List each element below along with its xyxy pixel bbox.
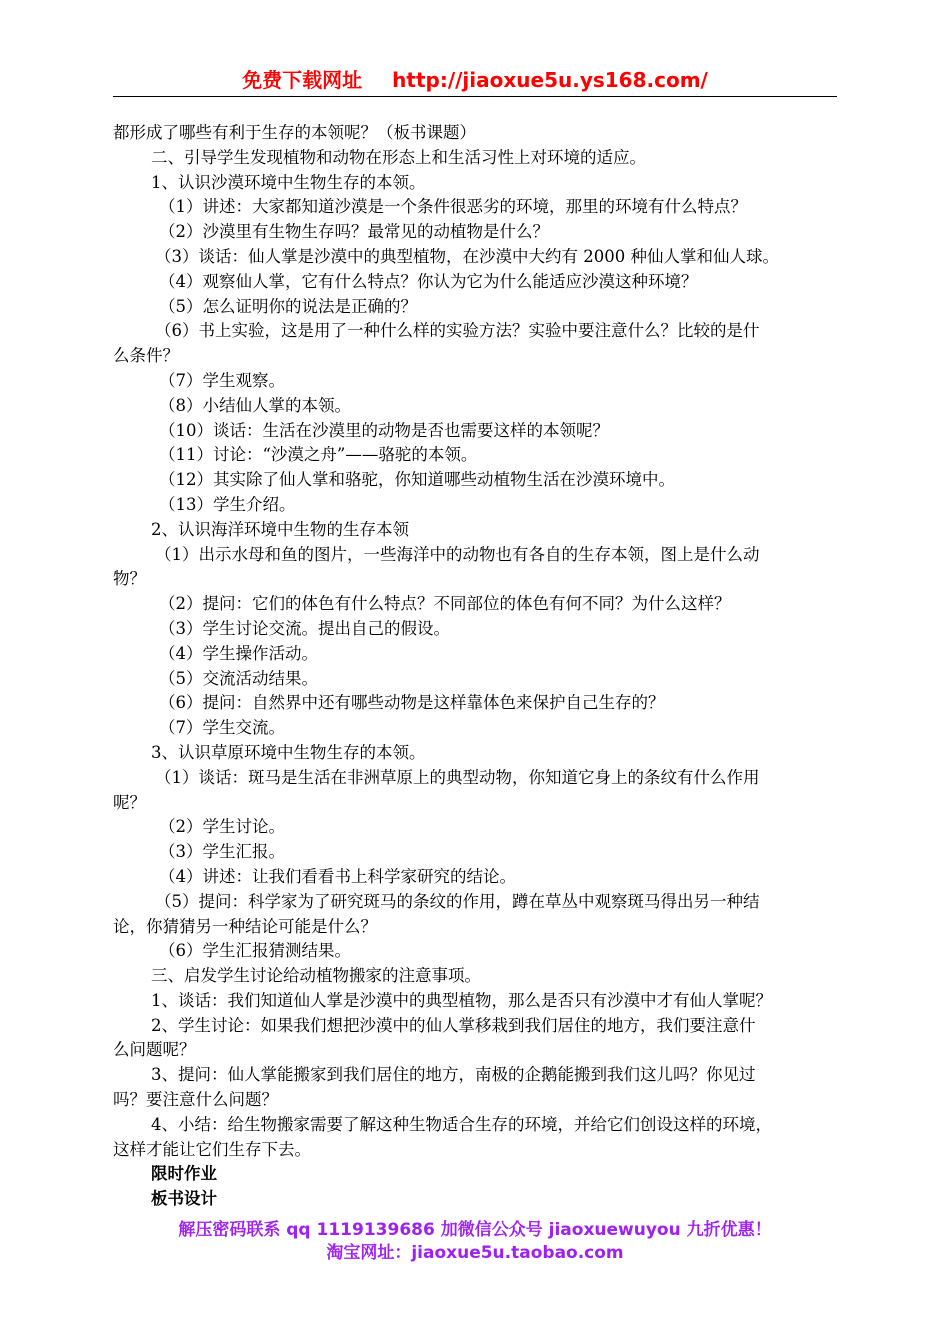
list-item-continuation: 么问题呢？ bbox=[113, 1040, 196, 1060]
list-item-continuation: 论，你猜猜另一种结论可能是什么？ bbox=[113, 916, 377, 936]
list-item: （5）怎么证明你的说法是正确的？ bbox=[159, 296, 417, 316]
list-item: （7）学生交流。 bbox=[159, 718, 285, 738]
list-item: 1、谈话：我们知道仙人掌是沙漠中的典型植物，那么是否只有沙漠中才有仙人掌呢？ bbox=[151, 990, 772, 1010]
header-divider bbox=[113, 96, 837, 97]
document-body bbox=[113, 121, 843, 1212]
list-item: （11）讨论：“沙漠之舟”——骆驼的本领。 bbox=[159, 445, 478, 465]
list-item: （10）谈话：生活在沙漠里的动物是否也需要这样的本领呢？ bbox=[159, 420, 609, 440]
footer-contact: 解压密码联系 qq 1119139686 加微信公众号 jiaoxuewuyou 九折优惠！ bbox=[178, 1220, 772, 1240]
list-item: （4）讲述：让我们看看书上科学家研究的结论。 bbox=[159, 866, 516, 886]
section-heading: 三、启发学生讨论给动植物搬家的注意事项。 bbox=[151, 966, 481, 986]
list-item: （7）学生观察。 bbox=[159, 370, 285, 390]
list-item: （4）观察仙人掌，它有什么特点？你认为它为什么能适应沙漠这种环境？ bbox=[159, 271, 698, 291]
list-item: （1）出示水母和鱼的图片，一些海洋中的动物也有各自的生存本领，图上是什么动 bbox=[155, 544, 760, 564]
footer-taobao-link[interactable]: 淘宝网址：jiaoxue5u.taobao.com bbox=[326, 1243, 624, 1263]
list-item: （3）谈话：仙人掌是沙漠中的典型植物，在沙漠中大约有 2000 种仙人掌和仙人球。 bbox=[155, 246, 779, 266]
list-item: （3）学生汇报。 bbox=[159, 842, 285, 862]
list-item-continuation: 物？ bbox=[113, 569, 146, 589]
header-banner bbox=[113, 66, 837, 94]
list-item: （1）谈话：斑马是生活在非洲草原上的典型动物，你知道它身上的条纹有什么作用 bbox=[155, 767, 760, 787]
list-item-continuation: 吗？要注意什么问题？ bbox=[113, 1090, 278, 1110]
subsection-heading: 1、认识沙漠环境中生物生存的本领。 bbox=[151, 172, 426, 192]
subsection-heading: 2、认识海洋环境中生物的生存本领 bbox=[151, 519, 409, 539]
list-item: 2、学生讨论：如果我们想把沙漠中的仙人掌移栽到我们居住的地方，我们要注意什 bbox=[151, 1015, 756, 1035]
list-item: （5）交流活动结果。 bbox=[159, 668, 318, 688]
list-item: （2）提问：它们的体色有什么特点？不同部位的体色有何不同？为什么这样？ bbox=[159, 594, 731, 614]
subsection-heading: 3、认识草原环境中生物生存的本领。 bbox=[151, 742, 426, 762]
list-item: （5）提问：科学家为了研究斑马的条纹的作用，蹲在草丛中观察斑马得出另一种结 bbox=[155, 891, 760, 911]
list-item-continuation: 呢？ bbox=[113, 792, 146, 812]
board-design-heading: 板书设计 bbox=[151, 1189, 217, 1209]
list-item: （8）小结仙人掌的本领。 bbox=[159, 395, 351, 415]
list-item: （13）学生介绍。 bbox=[159, 494, 296, 514]
list-item: （6）学生汇报猜测结果。 bbox=[159, 941, 351, 961]
list-item: 4、小结：给生物搬家需要了解这种生物适合生存的环境，并给它们创设这样的环境， bbox=[151, 1114, 772, 1134]
list-item: （4）学生操作活动。 bbox=[159, 643, 318, 663]
list-item: （2）学生讨论。 bbox=[159, 817, 285, 837]
header-url-link[interactable]: http://jiaoxue5u.ys168.com/ bbox=[392, 68, 708, 92]
list-item: （1）讲述：大家都知道沙漠是一个条件很恶劣的环境，那里的环境有什么特点？ bbox=[159, 197, 747, 217]
list-item: 3、提问：仙人掌能搬家到我们居住的地方，南极的企鹅能搬到我们这儿吗？你见过 bbox=[151, 1065, 756, 1085]
header-label: 免费下载网址 bbox=[242, 68, 363, 92]
body-line: 都形成了哪些有利于生存的本领呢？（板书课题） bbox=[113, 123, 476, 142]
list-item: （12）其实除了仙人掌和骆驼，你知道哪些动植物生活在沙漠环境中。 bbox=[159, 470, 675, 490]
list-item: （2）沙漠里有生物生存吗？最常见的动植物是什么？ bbox=[159, 222, 549, 242]
list-item: （6）提问：自然界中还有哪些动物是这样靠体色来保护自己生存的？ bbox=[159, 693, 665, 713]
section-heading: 二、引导学生发现植物和动物在形态上和生活习性上对环境的适应。 bbox=[151, 147, 646, 167]
list-item: （6）书上实验，这是用了一种什么样的实验方法？实验中要注意什么？比较的是什 bbox=[155, 321, 760, 341]
list-item-continuation: 么条件？ bbox=[113, 346, 179, 366]
list-item-continuation: 这样才能让它们生存下去。 bbox=[113, 1139, 311, 1159]
list-item: （3）学生讨论交流。提出自己的假设。 bbox=[159, 618, 450, 638]
homework-heading: 限时作业 bbox=[151, 1164, 217, 1184]
